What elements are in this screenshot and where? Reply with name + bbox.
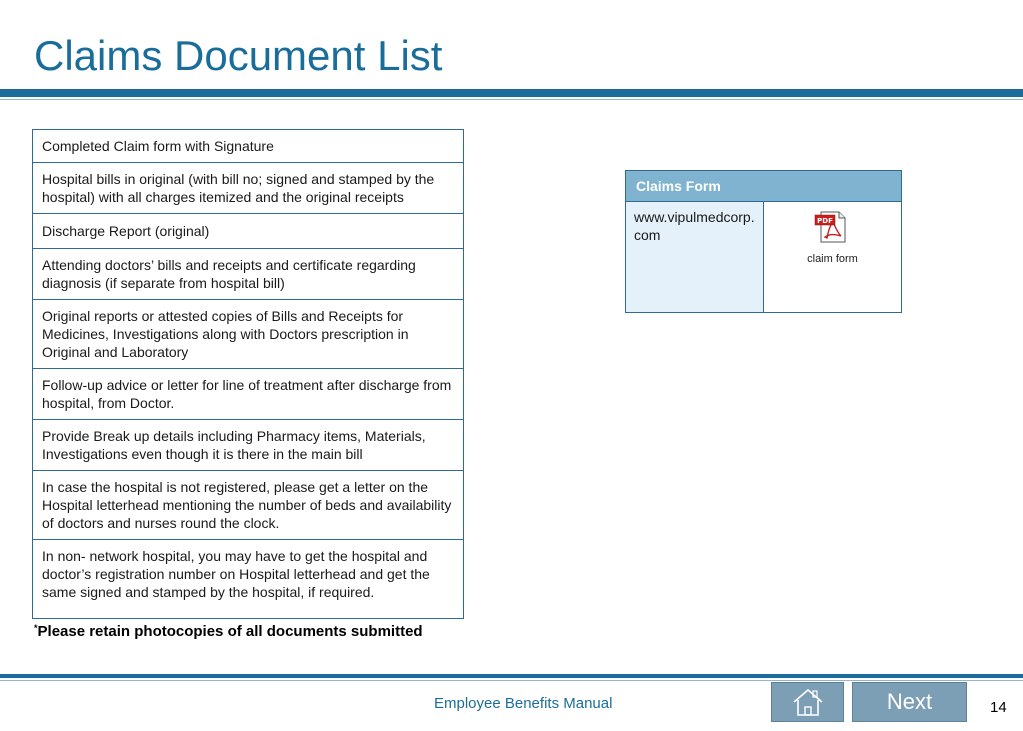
home-button[interactable] — [771, 682, 844, 722]
document-item: In case the hospital is not registered, please get a letter on the Hospital letterhead mentioning the number of beds and availability of doctors and nurses round the clock. — [33, 471, 464, 540]
table-row — [33, 249, 464, 300]
manual-title: Employee Benefits Manual — [434, 695, 613, 712]
next-button[interactable]: Next — [852, 682, 967, 722]
document-item: In non- network hospital, you may have to get the hospital and doctor’s registration number on Hospital letterhead and get the same signed and stamped by the hospital, if required. — [33, 540, 464, 619]
page-number: 14 — [990, 699, 1007, 716]
header-divider — [0, 89, 1023, 97]
document-item: Discharge Report (original) — [33, 214, 464, 249]
table-row — [33, 540, 464, 619]
document-item: Follow-up advice or letter for line of treatment after discharge from hospital, from Doctor. — [33, 369, 464, 420]
note-text: Please retain photocopies of all documents submitted — [37, 623, 423, 640]
table-row — [33, 471, 464, 540]
table-row — [33, 420, 464, 471]
document-item: Hospital bills in original (with bill no; signed and stamped by the hospital) with all charges itemized and the original receipts — [33, 163, 464, 214]
note-marker: * — [34, 623, 38, 633]
table-row — [33, 130, 464, 163]
table-header-row — [626, 171, 902, 202]
table-row — [33, 369, 464, 420]
claims-form-table — [625, 170, 902, 313]
claim-form-attachment-cell — [764, 202, 902, 313]
table-row — [33, 300, 464, 369]
table-row — [626, 202, 902, 313]
footer-divider — [0, 674, 1023, 678]
document-item: Original reports or attested copies of Bills and Receipts for Medicines, Investigations along with Doctors prescription in Original and Laboratory — [33, 300, 464, 369]
document-item: Provide Break up details including Pharmacy items, Materials, Investigations even though it is there in the main bill — [33, 420, 464, 471]
claims-form-url[interactable]: www.vipulmedcorp.com — [626, 202, 764, 313]
table-row — [33, 214, 464, 249]
attachment-label: claim form — [807, 253, 858, 265]
pdf-badge-text: PDF — [817, 217, 834, 225]
retain-note — [34, 623, 423, 640]
documents-table — [32, 129, 464, 619]
table-row — [33, 163, 464, 214]
document-item: Completed Claim form with Signature — [33, 130, 464, 163]
claims-form-header: Claims Form — [626, 171, 902, 202]
pdf-file-icon[interactable] — [807, 210, 858, 268]
page-title: Claims Document List — [34, 32, 443, 79]
document-item: Attending doctors’ bills and receipts and certificate regarding diagnosis (if separate from hospital bill) — [33, 249, 464, 300]
footer-divider-thin — [0, 680, 1023, 681]
header-divider-thin — [0, 99, 1023, 100]
home-icon — [791, 686, 825, 718]
